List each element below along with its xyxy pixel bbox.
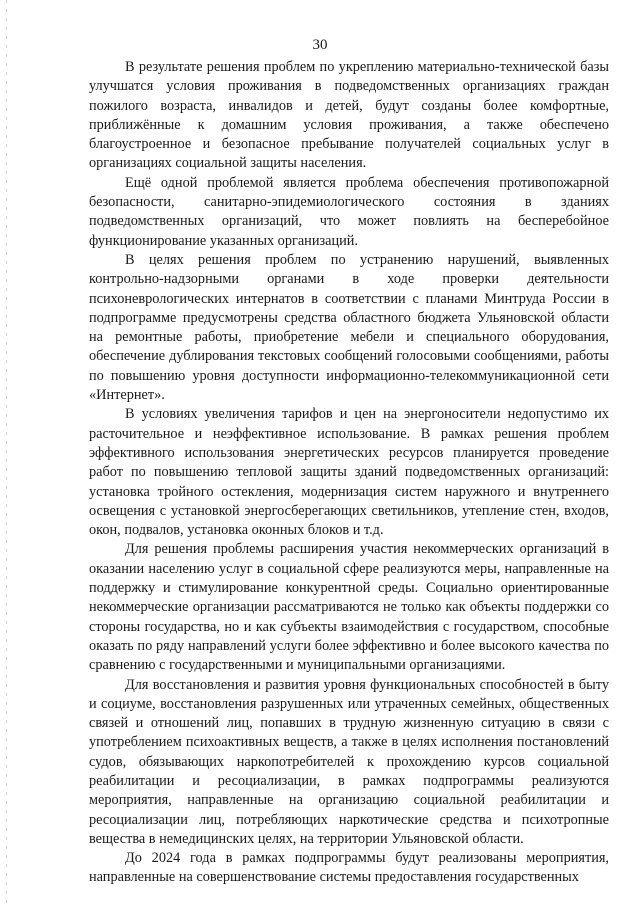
paragraph-until-2024: До 2024 года в рамках подпрограммы будут реализованы мероприятия, направленные на совершенствование системы предоставления государственных [89, 850, 609, 886]
paragraph-nonprofit-participation: Для решения проблемы расширения участия некоммерческих организаций в оказании населению услуг в социальной сфере реализуются меры, направленные на поддержку и стимулирование конкурентной среды. Социально ориентированные некоммерческие организации рассматриваются не только как объекты поддержки со стороны государства, но и как субъекты взаимодействия с государством, способные оказать по ряду направлений услуги более эффективно и более высокого качества по сравнению с государственными и муниципальными организациями. [89, 541, 609, 674]
scan-edge-line [6, 0, 7, 905]
page-number: 30 [312, 37, 328, 53]
paragraph-material-base: В результате решения проблем по укреплению материально-технической базы улучшатся условия проживания в подведомственных организациях граждан пожилого возраста, инвалидов и детей, будут созданы более комфортные, приближённые к домашним условия проживания, а также обеспечено благоустроенное и безопасное пребывание получателей социальных услуг в организациях социальной защиты населения. [89, 59, 609, 172]
paragraph-energy-efficiency: В условиях увеличения тарифов и цен на энергоносители недопустимо их расточительное и неэффективное использование. В рамках решения проблем эффективного использования энергетических ресурсов планируется проведение работ по повышению тепловой защиты зданий подведомственных организаций: установка тройного остекления, модернизация систем наружного и внутреннего освещения с установкой энергосберегающих светильников, утепление стен, входов, окон, подвалов, установка оконных блоков и т.д. [89, 406, 609, 539]
paragraph-inspection-violations: В целях решения проблем по устранению нарушений, выявленных контрольно-надзорными органами в ходе проверки деятельности психоневрологических интернатов в соответствии с планами Минтруда России в подпрограмме предусмотрены средства областного бюджета Ульяновской области на ремонтные работы, приобретение мебели и специального оборудования, обеспечение дублирования текстовых сообщений голосовыми сообщениями, работы по повышению уровня доступности информационно-телекоммуникационной сети «Интернет». [89, 251, 609, 404]
paragraph-rehabilitation: Для восстановления и развития уровня функциональных способностей в быту и социуме, восстановления разрушенных или утраченных семейных, общественных связей и отношений лиц, попавших в трудную жизненную ситуацию в связи с употреблением психоактивных веществ, а также в целях исполнения постановлений судов, обязывающих наркопотребителей к прохождению курсов социальной реабилитации и ресоциализации, в рамках подпрограммы реализуются мероприятия, направленные на организацию социальной реабилитации и ресоциализации лиц, потребляющих наркотические средства и психотропные вещества в немедицинских целях, на территории Ульяновской области. [89, 676, 609, 847]
paragraph-fire-safety: Ещё одной проблемой является проблема обеспечения противопожарной безопасности, санитарно-эпидемиологического состояния в зданиях подведомственных организаций, что может повлиять на бесперебойное функционирование указанных организаций. [89, 174, 609, 249]
document-body [89, 58, 609, 888]
